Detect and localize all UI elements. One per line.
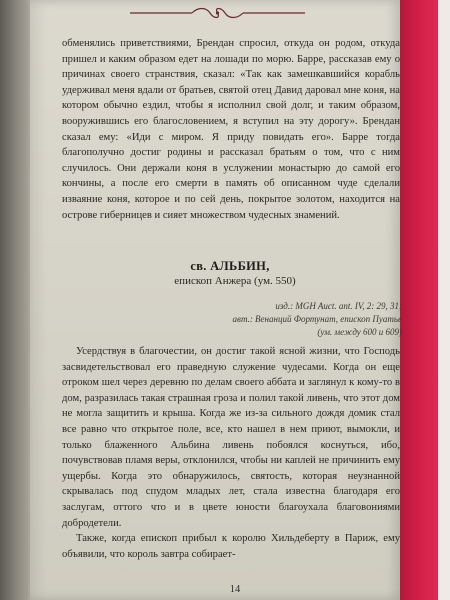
desk-background — [0, 0, 28, 600]
bottom-paragraph-1: Усердствуя в благочестии, он достиг такой ясной жизни, что Господь засвидетельствовал его праведную служение чудесами. Когда он еще отроком шел через деревню по делам своего аббата и заглянул к кому-то в дом, разразилась такая страшная гроза и полил такой ливень, что этот дом не могла защитить и крыша. Когда же из-за сильного дождя домик стал все равно что открытое поле, все, кто нашел в нем приют, вымокли, и только блаженного Альбина ливень побоялся коснуться, ибо, почувствовав пламя веры, отклонился, чтобы ни каплей не причинить ему ущербы. Когда это обнаружилось, святость, которая неузнанной скрывалась под спудом младых лет, стала известна благодаря его заслугам, оттого что и в цвете юности благоухала благовониями добродетели. — [62, 346, 400, 529]
top-paragraph — [62, 36, 400, 223]
top-paragraph-text: обменялись приветствиями, Брендан спросил, откуда он родом, откуда пришел и каким образом едет на лошади по морю. Барре, рассказав ему о причинах своего странствия, сказал: «Так как замешкавшийся корабль удерживал меня вдали от братьев, святой отец Давид даровал мне коня, на котором обычно ездил, чтобы я исполнил свой долг, и таким образом, вооружившись его благословением, я вступил на эту дорогу». Брендан сказал ему: «Иди с миром. Я приду повидать его». Барре тогда благополучно достиг родины и рассказал братьям о том, что с ним случилось. Они держали коня в услужении монастырю до самой его кончины, а после его смерти в память об описанном чуде сделали изваяние коня, которое и по сей день, покрытое золотом, находится на острове гиберницев и сияет множеством чудесных знамений. — [62, 38, 400, 221]
source-author: авт.: Венанций Фортунат, епископ Пуатье — [232, 314, 402, 324]
source-edition: изд.: MGH Auct. ant. IV, 2: 29, 31; — [275, 301, 402, 311]
chapter-subheading: епископ Анжера (ум. 550) — [174, 275, 296, 287]
chapter-heading: св. АЛЬБИН, — [190, 259, 270, 273]
bottom-text — [62, 344, 400, 562]
next-page-edge — [438, 0, 450, 600]
bottom-paragraph-2: Также, когда епископ прибыл к королю Хильдеберту в Париж, ему объявили, что король завтра собирает- — [62, 533, 400, 560]
page-number: 14 — [229, 584, 241, 595]
ornament-flourish-icon — [130, 6, 305, 20]
source-date: (ум. между 600 и 609) — [317, 327, 402, 337]
